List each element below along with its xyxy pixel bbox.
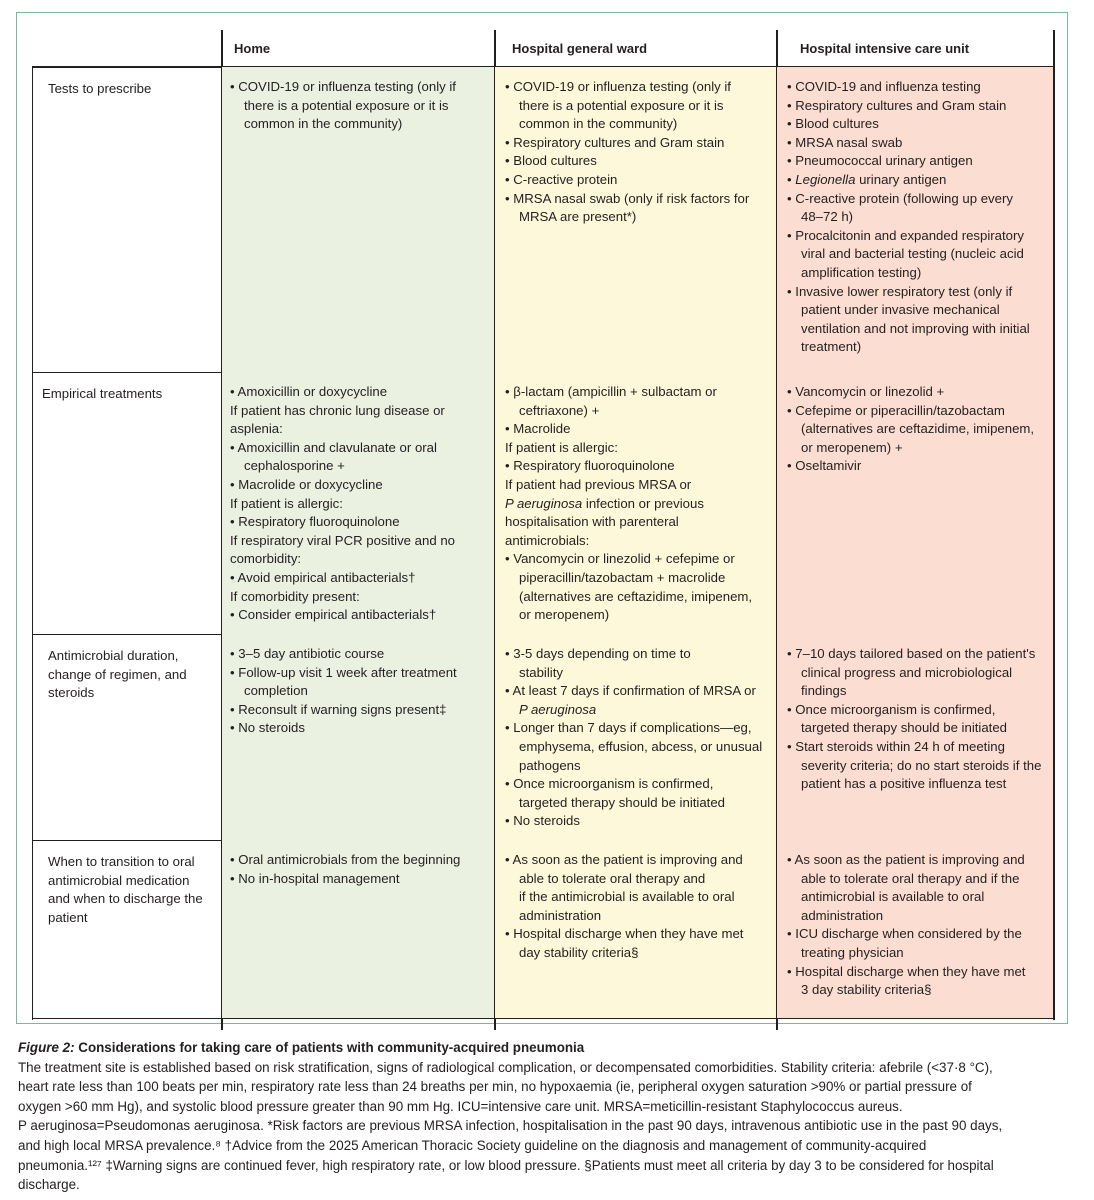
row-label (42, 385, 162, 404)
cell-line: • Cefepime or piperacillin/tazobactam (787, 402, 1005, 418)
caption-line: The treatment site is established based on risk stratification, signs of radiological complication, or decompensated comorbidities. Stability criteria: afebrile (<37·8 °C), (18, 1059, 993, 1075)
cell-line: • Oseltamivir (787, 458, 862, 474)
cell-line: • No in-hospital management (230, 870, 400, 886)
cell-line: • Macrolide (505, 421, 571, 437)
cell-line: • Respiratory fluoroquinolone (230, 514, 400, 530)
cell-line: 48–72 h) (801, 209, 854, 225)
header-ward: Hospital general ward (512, 41, 648, 56)
cell-line: there is a potential exposure or it is (244, 97, 449, 113)
cell-line: antimicrobial is available to oral (801, 889, 985, 905)
cell-line: • Legionella urinary antigen (787, 171, 947, 187)
cell-icu (777, 634, 1053, 840)
cell-line: • Avoid empirical antibacterials† (230, 569, 416, 585)
cell-line: • C-reactive protein (following up every (787, 190, 1013, 206)
cell-line: piperacillin/tazobactam + macrolide (519, 569, 726, 585)
cell-line: If comorbidity present: (230, 588, 360, 604)
cell-ward (495, 634, 776, 840)
cell-line: • No steroids (505, 813, 580, 829)
caption-line: and high local MRSA prevalence.⁸ †Advice from the 2025 American Thoracic Society guideline on the diagnosis and management of community-acquired (18, 1137, 927, 1153)
cell-line: • COVID-19 and influenza testing (787, 79, 981, 94)
cell-line: • As soon as the patient is improving and (505, 852, 743, 867)
cell-line: P aeruginosa (519, 701, 597, 717)
cell-line: targeted therapy should be initiated (801, 720, 1008, 736)
cell-line: antimicrobials: (505, 532, 590, 548)
row-label-line: Antimicrobial duration, (48, 648, 179, 663)
cell-home (222, 634, 494, 840)
cell-home (222, 372, 494, 634)
cell-line: • Vancomycin or linezolid + (787, 384, 945, 399)
cell-line: • ICU discharge when considered by the (787, 926, 1022, 942)
cell-line: administration (519, 907, 602, 923)
cell-line: P aeruginosa infection or previous (505, 495, 704, 511)
cell-line: If patient is allergic: (230, 495, 343, 511)
cell-line: MRSA are present*) (519, 209, 637, 225)
cell-line: • Follow-up visit 1 week after treatment (230, 664, 457, 680)
figure-caption (18, 1038, 1078, 1195)
caption-line: oxygen >60 mm Hg), and systolic blood pressure greater than 90 mm Hg. ICU=intensive care unit. MRSA=meticillin-resistant Staphylococcus aureus. (18, 1098, 903, 1114)
row-label-left-rule (32, 66, 33, 1020)
cell-line: • Start steroids within 24 h of meeting (787, 738, 1005, 754)
row-label-line: and when to discharge the (48, 891, 203, 907)
row-label-line: Empirical treatments (42, 386, 163, 401)
cell-line: targeted therapy should be initiated (519, 794, 726, 810)
cell-line: • As soon as the patient is improving and (787, 852, 1025, 867)
row-label-line: Tests to prescribe (48, 81, 152, 96)
caption-line: discharge. (18, 1177, 80, 1193)
cell-line: ceftriaxone) + (519, 402, 600, 418)
cell-line: • Consider empirical antibacterials† (230, 607, 437, 623)
cell-line: able to tolerate oral therapy and (519, 870, 706, 886)
cell-line: • 7–10 days tailored based on the patient's (787, 646, 1036, 661)
cell-line: able to tolerate oral therapy and if the (801, 870, 1020, 886)
cell-line: clinical progress and microbiological (801, 664, 1013, 680)
header-home: Home (234, 41, 271, 56)
cell-line: • Macrolide or doxycycline (230, 476, 383, 492)
cell-line: 3 day stability criteria§ (801, 982, 932, 998)
cell-line: • Oral antimicrobials from the beginning (230, 852, 461, 867)
cell-line: • Longer than 7 days if complications—eg, (505, 720, 752, 736)
cell-line: amplification testing) (801, 264, 922, 280)
cell-line: • Blood cultures (505, 153, 597, 169)
cell-line: • COVID-19 or influenza testing (only if (230, 79, 456, 94)
cell-line: • β-lactam (ampicillin + sulbactam or (505, 384, 717, 399)
cell-line: • Hospital discharge when they have met (787, 963, 1026, 979)
cell-line: treating physician (801, 944, 904, 960)
cell-line: patient has a positive influenza test (801, 776, 1007, 792)
cell-line: • Blood cultures (787, 116, 879, 132)
cell-ward (495, 372, 776, 634)
header-icu: Hospital intensive care unit (800, 41, 970, 56)
cell-ward (495, 67, 776, 372)
cell-line: • No steroids (230, 720, 305, 736)
row-label (48, 80, 151, 99)
cell-line: cephalosporine + (244, 458, 345, 474)
cell-line: • Invasive lower respiratory test (only if (787, 283, 1013, 299)
cell-line: (alternatives are ceftazidime, imipenem, (801, 421, 1035, 437)
cell-line: administration (801, 907, 884, 923)
caption-line: P aeruginosa=Pseudomonas aeruginosa. *Risk factors are previous MRSA infection, hospitalisation in the past 90 days, intravenous antibiotic use in the past 90 days, (18, 1118, 1003, 1134)
cell-line: • Once microorganism is confirmed, (787, 701, 996, 717)
cell-line: there is a potential exposure or it is (519, 97, 724, 113)
cell-line: • Hospital discharge when they have met (505, 926, 744, 942)
cell-line: or meropenem) + (801, 439, 903, 455)
cell-line: • Respiratory cultures and Gram stain (505, 134, 725, 150)
cell-line: common in the community) (244, 116, 403, 132)
cell-line: • Reconsult if warning signs present‡ (230, 701, 447, 717)
cell-line: hospitalisation with parenteral (505, 514, 679, 530)
cell-line: emphysema, effusion, abcess, or unusual (519, 738, 763, 754)
cell-line: viral and bacterial testing (nucleic acid (801, 246, 1024, 262)
cell-line: • 3-5 days depending on time to (505, 646, 691, 661)
row-label-line: When to transition to oral (48, 854, 195, 869)
cell-home (222, 67, 494, 372)
cell-line: or meropenem) (519, 607, 610, 623)
cell-line: If patient is allergic: (505, 439, 618, 455)
row-label (48, 853, 203, 927)
cell-line: • Procalcitonin and expanded respiratory (787, 227, 1025, 243)
row-label-line: patient (48, 909, 88, 925)
cell-line: • Pneumococcal urinary antigen (787, 153, 973, 169)
cell-line: • At least 7 days if confirmation of MRSA or (505, 683, 756, 699)
caption-figure-label: Figure 2: (18, 1040, 75, 1055)
cell-line: If patient had previous MRSA or (505, 476, 692, 492)
cell-line: • C-reactive protein (505, 171, 618, 187)
row-label-line: change of regimen, and (48, 666, 187, 682)
cell-line: ventilation and not improving with initial (801, 320, 1030, 336)
cell-line: • MRSA nasal swab (787, 134, 903, 150)
row-label-line: antimicrobial medication (48, 872, 190, 888)
caption-line: heart rate less than 100 beats per min, respiratory rate less than 24 breaths per min, no hypoxaemia (ie, peripheral oxygen saturation >90% or partial pressure of (18, 1079, 972, 1095)
cell-line: if the antimicrobial is available to oral (519, 889, 735, 905)
cell-line: • Amoxicillin or doxycycline (230, 384, 388, 399)
cell-line: • Once microorganism is confirmed, (505, 776, 714, 792)
cell-line: • 3–5 day antibiotic course (230, 646, 385, 661)
cell-line: common in the community) (519, 116, 678, 132)
row-label (48, 647, 187, 703)
cell-line: pathogens (519, 757, 581, 773)
cell-line: treatment) (801, 339, 862, 355)
cell-line: (alternatives are ceftazidime, imipenem, (519, 588, 753, 604)
cell-line: findings (801, 683, 847, 699)
cell-line: comorbidity: (230, 551, 302, 567)
column-divider-4 (1053, 30, 1055, 1020)
cell-ward (495, 840, 776, 1018)
cell-line: • MRSA nasal swab (only if risk factors for (505, 190, 750, 206)
cell-line: • Respiratory fluoroquinolone (505, 458, 675, 474)
cell-line: day stability criteria§ (519, 944, 639, 960)
cell-icu (777, 67, 1053, 372)
cell-icu (777, 840, 1053, 1018)
cell-line: • Amoxicillin and clavulanate or oral (230, 439, 437, 455)
cell-line: completion (244, 683, 308, 699)
cell-home (222, 840, 494, 1018)
caption-line: pneumonia.¹²⁷ ‡Warning signs are continued fever, high respiratory rate, or low blood pressure. §Patients must meet all criteria by day 3 to be considered for hospital (18, 1157, 994, 1173)
table-bottom-rule (32, 1018, 1054, 1019)
cell-line: If respiratory viral PCR positive and no (230, 532, 456, 548)
cell-line: patient under invasive mechanical (801, 302, 1000, 318)
cell-icu (777, 372, 1053, 634)
caption-title: Considerations for taking care of patients with community-acquired pneumonia (78, 1040, 585, 1055)
cell-line: severity criteria; do no start steroids if the (801, 757, 1042, 773)
row-label-line: steroids (48, 685, 95, 701)
cell-line: If patient has chronic lung disease or (230, 402, 445, 418)
cell-line: stability (519, 664, 563, 680)
cell-line: • Respiratory cultures and Gram stain (787, 97, 1007, 113)
cell-line: • COVID-19 or influenza testing (only if (505, 79, 731, 94)
cell-line: asplenia: (230, 421, 283, 437)
cell-line: • Vancomycin or linezolid + cefepime or (505, 551, 735, 567)
